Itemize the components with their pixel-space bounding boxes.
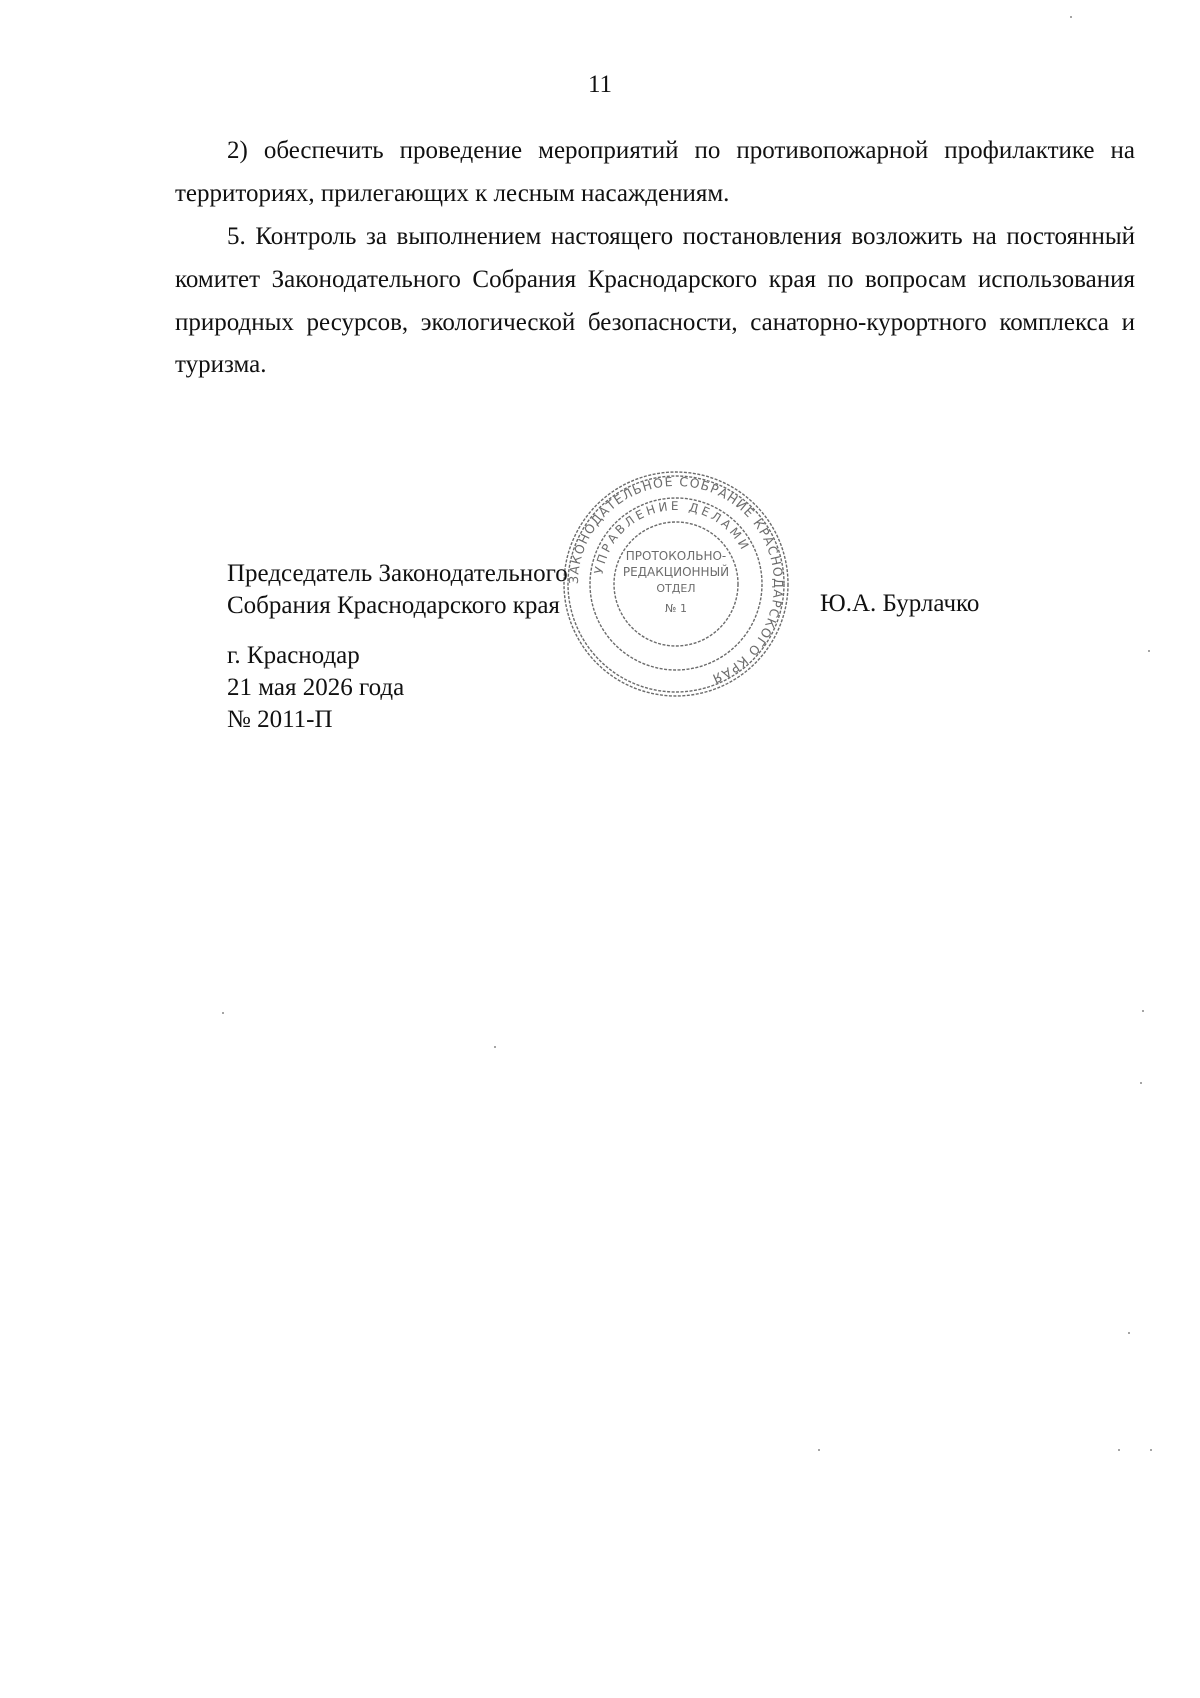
stamp-center-line3: ОТДЕЛ bbox=[656, 582, 696, 595]
paragraph-control: 5. Контроль за выполнением настоящего постановления возложить на постоянный комитет Законодательного Собрания Краснодарского края по вопросам использования природных ресурсов, экологической безопасности, санаторно-курортного комплекса и туризма. bbox=[175, 223, 1135, 379]
place-of-issue: г. Краснодар bbox=[227, 642, 360, 669]
signatory-name: Ю.А. Бурлачко bbox=[820, 590, 980, 617]
official-stamp bbox=[560, 468, 792, 700]
scan-speck bbox=[1140, 1082, 1142, 1084]
scan-speck bbox=[1150, 1449, 1152, 1451]
stamp-center-line4: № 1 bbox=[665, 602, 687, 615]
scan-speck bbox=[1148, 650, 1150, 652]
stamp-outer-text: ЗАКОНОДАТЕЛЬНОЕ СОБРАНИЕ КРАСНОДАРСКОГО КРАЯ bbox=[565, 473, 787, 687]
scan-speck bbox=[1142, 1010, 1144, 1012]
scan-speck bbox=[222, 1012, 224, 1014]
signatory-title-line2: Собрания Краснодарского края bbox=[227, 592, 560, 619]
page-number: 11 bbox=[587, 71, 613, 98]
scan-speck bbox=[1118, 1449, 1120, 1451]
date-of-issue: 21 мая 2026 года bbox=[227, 674, 405, 701]
scan-speck bbox=[1128, 1332, 1130, 1334]
signatory-title-line1: Председатель Законодательного bbox=[227, 560, 568, 587]
scan-speck bbox=[818, 1449, 820, 1451]
document-number: № 2011-П bbox=[227, 706, 333, 733]
stamp-middle-text: УПРАВЛЕНИЕ ДЕЛАМИ bbox=[591, 498, 753, 576]
scan-speck bbox=[494, 1046, 496, 1048]
paragraph-fire-prevention: 2) обеспечить проведение мероприятий по противопожарной профилактике на территориях, прилегающих к лесным насаждениям. bbox=[175, 137, 1135, 207]
stamp-center-line2: РЕДАКЦИОННЫЙ bbox=[622, 565, 730, 579]
scan-speck bbox=[1070, 16, 1072, 18]
stamp-center-line1: ПРОТОКОЛЬНО- bbox=[625, 549, 727, 563]
